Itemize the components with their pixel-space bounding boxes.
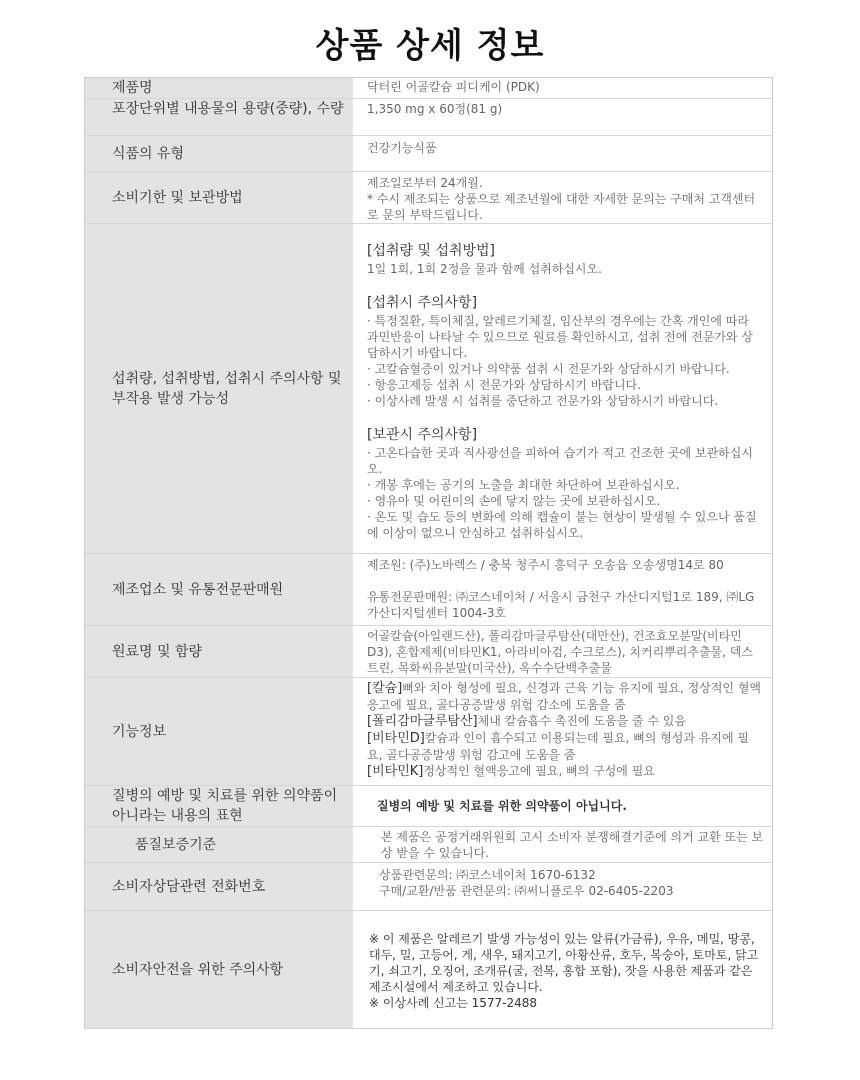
value-manufacturer: [353, 554, 773, 626]
contact-line2: 구매/교환/반품 관련문의: ㈜써니플로우 02-6405-2203: [379, 884, 674, 898]
function-head: [비타민K]: [367, 764, 424, 779]
safety-line2: ※ 이상사례 신고는 1577-2488: [369, 996, 538, 1010]
row-expiry: [85, 172, 773, 224]
maker-line: 제조원: (주)노바렉스 / 충북 청주시 흥덕구 오송읍 오송생명14로 80: [367, 558, 724, 572]
function-text: 체내 칼슘흡수 촉진에 도움을 줄 수 있음: [477, 714, 686, 728]
row-quality: [85, 827, 773, 863]
intake-caution-item: · 이상사례 발생 시 섭취를 중단하고 전문가와 상담하시기 바랍니다.: [367, 394, 719, 408]
distributor-line: 유통전문판매원: ㈜코스네이처 / 서울시 금천구 가산디지털1로 189, ㈜LG가산디지털센터 1004-3호: [367, 590, 755, 620]
label-contact: 소비자상담관련 전화번호: [85, 863, 353, 911]
intake-storage-item: · 온도 및 습도 등의 변화에 의해 캡슐이 붙는 현상이 발생될 수 있으나 품질에 이상이 없으니 안심하고 섭취하십시오.: [367, 510, 757, 540]
row-function: [85, 678, 773, 786]
label-capacity: 포장단위별 내용물의 용량(중량), 수량: [85, 99, 353, 136]
value-disease: [353, 786, 773, 827]
intake-caution-item: · 항응고제등 섭취 시 전문가와 상담하시기 바랍니다.: [367, 378, 641, 392]
function-text: 정상적인 혈액응고에 필요, 뼈의 구성에 필요: [423, 764, 655, 778]
page-title: 상품 상세 정보: [315, 26, 545, 66]
intake-method-title: [섭취량 및 섭취방법]: [367, 243, 496, 259]
label-quality: 품질보증기준: [85, 827, 353, 863]
function-item: [367, 713, 764, 730]
expiry-line2: * 수시 제조되는 상품으로 제조년월에 대한 자세한 문의는 구매처 고객센터로 문의 부탁드립니다.: [367, 192, 756, 222]
row-safety: [85, 911, 773, 1029]
row-capacity: [85, 99, 773, 136]
row-manufacturer: [85, 554, 773, 626]
intake-method-text: 1일 1회, 1회 2정을 물과 함께 섭취하십시오.: [367, 262, 602, 276]
value-food-type: 건강기능식품: [353, 136, 773, 172]
function-head: [폴리감마글루탐산]: [367, 714, 478, 729]
safety-line1: ※ 이 제품은 알레르기 발생 가능성이 있는 알류(가금류), 우유, 메밀, 땅콩, 대두, 밀, 고등어, 게, 새우, 돼지고기, 아황산류, 호두, 복숭아, 토마토, 닭고기, 쇠고기, 오징어, 조개류(굴, 전복, 홍합 포함), 잣을 사용한 제품과 같은 제조시설에서 제조하고 있습니다.: [369, 932, 759, 994]
intake-caution-item: · 고칼슘혈증이 있거나 의약품 섭취 시 전문가와 상담하시기 바랍니다.: [367, 362, 730, 376]
label-disease: 질병의 예방 및 치료를 위한 의약품이 아니라는 내용의 표현: [85, 786, 353, 827]
intake-storage-item: · 개봉 후에는 공기의 노출을 최대한 차단하여 보관하십시오.: [367, 478, 680, 492]
disease-text: 질병의 예방 및 치료를 위한 의약품이 아닙니다.: [377, 799, 627, 813]
label-product-name: 제품명: [85, 78, 353, 99]
value-contact: [353, 863, 773, 911]
contact-line1: 상품관련문의: ㈜코스네이처 1670-6132: [379, 868, 596, 882]
row-product-name: [85, 78, 773, 99]
label-manufacturer: 제조업소 및 유통전문판매원: [85, 554, 353, 626]
value-intake: [353, 224, 773, 554]
function-text: 칼슘과 인이 흡수되고 이용되는데 필요, 뼈의 형성과 유지에 필요, 골다공증발생 위험 감고에 도움을 줌: [367, 731, 749, 762]
row-intake: [85, 224, 773, 554]
intake-storage-title: [보관시 주의사항]: [367, 427, 478, 443]
label-function: 기능정보: [85, 678, 353, 786]
function-head: [비타민D]: [367, 731, 425, 746]
value-function: [353, 678, 773, 786]
function-item: [367, 680, 764, 713]
label-intake: 섭취량, 섭취방법, 섭취시 주의사항 및 부작용 발생 가능성: [85, 224, 353, 554]
intake-caution-item: · 특정질환, 특이체질, 알레르기체질, 임산부의 경우에는 간혹 개인에 따라 과민반응이 나타날 수 있으므로 원료를 확인하시고, 섭취 전에 전문가와 상담하시기 바랍니다.: [367, 314, 753, 360]
label-expiry: 소비기한 및 보관방법: [85, 172, 353, 224]
function-item: [367, 730, 764, 763]
value-product-name: 닥터린 어골칼슘 피디케이 (PDK): [353, 78, 773, 99]
value-quality: 본 제품은 공정거래위원회 고시 소비자 분쟁해결기준에 의거 교환 또는 보상 받을 수 있습니다.: [353, 827, 773, 863]
value-ingredients: 어골칼슘(아일랜드산), 폴리감마글루탐산(대만산), 건조효모분말(비타민D3), 혼합제제(비타민K1, 아라비아검, 수크로스), 치커리뿌리추출물, 덱스트린, 목화씨유분말(미국산), 옥수수단백추출물: [353, 626, 773, 678]
value-capacity: 1,350 mg x 60정(81 g): [353, 99, 773, 136]
row-disease: [85, 786, 773, 827]
row-food-type: [85, 136, 773, 172]
row-contact: [85, 863, 773, 911]
label-ingredients: 원료명 및 함량: [85, 626, 353, 678]
label-food-type: 식품의 유형: [85, 136, 353, 172]
intake-storage-item: · 영유아 및 어린이의 손에 닿지 않는 곳에 보관하십시오.: [367, 494, 661, 508]
row-ingredients: [85, 626, 773, 678]
intake-storage-item: · 고온다습한 곳과 직사광선을 피하여 습기가 적고 건조한 곳에 보관하십시오.: [367, 446, 753, 476]
intake-caution-title: [섭취시 주의사항]: [367, 295, 478, 311]
product-info-table: [84, 77, 773, 1029]
value-expiry: [353, 172, 773, 224]
value-safety: [353, 911, 773, 1029]
label-safety: 소비자안전을 위한 주의사항: [85, 911, 353, 1029]
function-item: [367, 763, 764, 780]
expiry-line1: 제조일로부터 24개월.: [367, 176, 483, 190]
function-head: [칼슘]: [367, 681, 403, 696]
function-text: 뼈와 치아 형성에 필요, 신경과 근육 기능 유지에 필요, 정상적인 혈액 응고에 필요, 골다공증발생 위험 감소에 도움을 줌: [367, 681, 762, 712]
